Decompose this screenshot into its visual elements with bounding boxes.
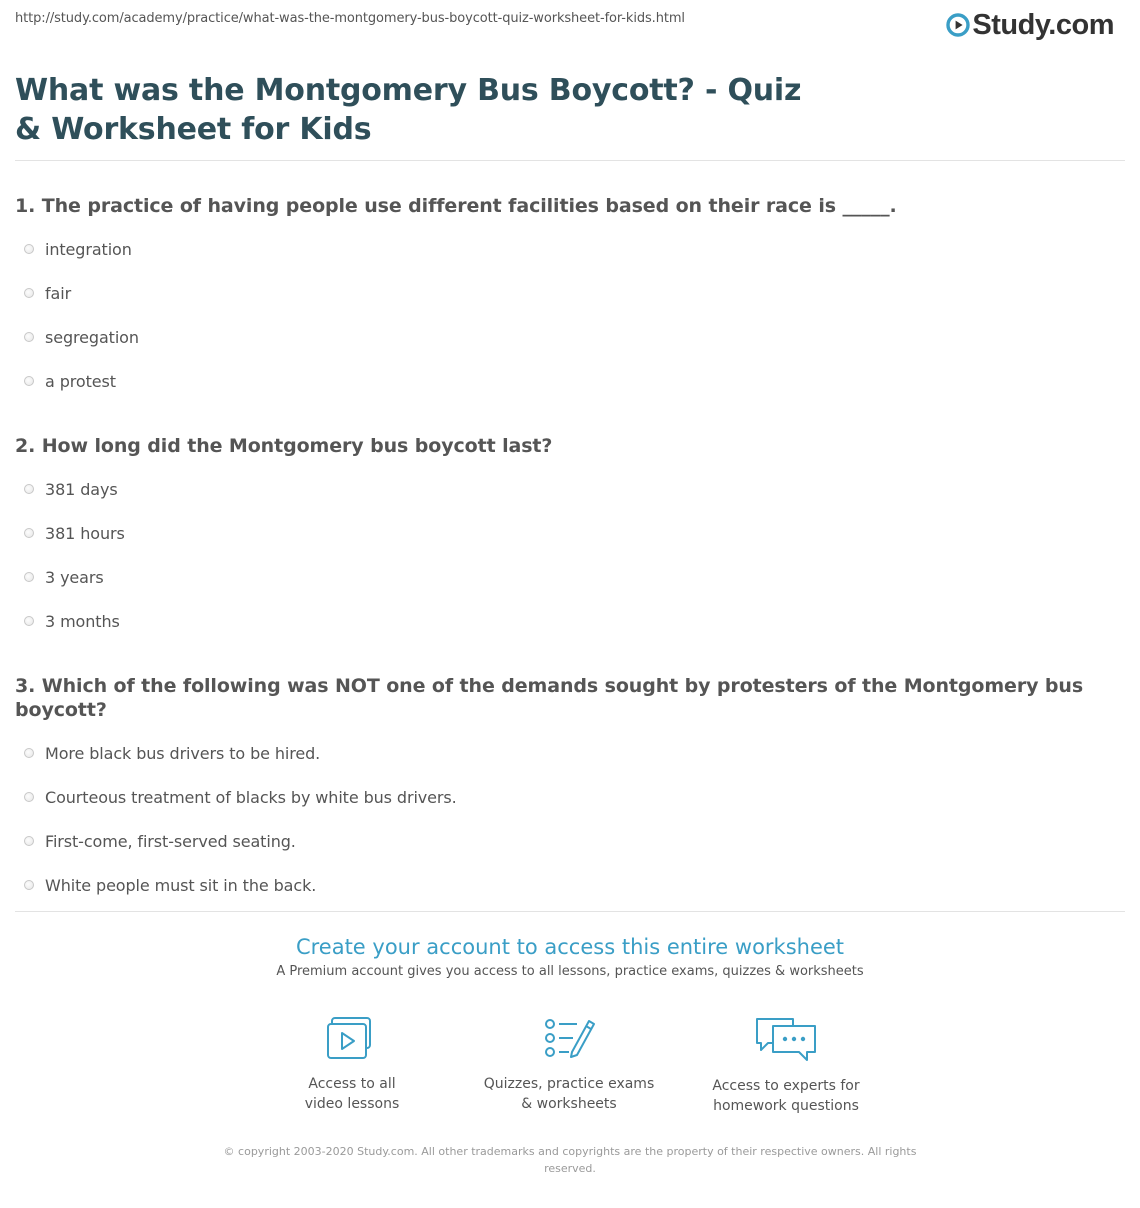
question-text: 1. The practice of having people use different facilities based on their race is _____. — [15, 195, 897, 217]
answer-option[interactable] — [15, 863, 1125, 907]
answer-option[interactable] — [15, 359, 1125, 403]
answer-option[interactable] — [15, 775, 1125, 819]
feature-quizzes — [469, 1016, 669, 1114]
question-2 — [15, 434, 1125, 643]
answer-option[interactable] — [15, 511, 1125, 555]
feature-label — [686, 1076, 886, 1116]
question-text: 3. Which of the following was NOT one of the demands sought by protesters of the Montgomery bus boycott? — [15, 675, 1084, 721]
feature-label-line1: Access to all — [308, 1076, 396, 1092]
radio-button[interactable] — [24, 748, 34, 758]
answer-option[interactable] — [15, 599, 1125, 643]
radio-button[interactable] — [24, 376, 34, 386]
answer-list — [15, 227, 1125, 403]
radio-button[interactable] — [24, 792, 34, 802]
feature-label-line2: & worksheets — [521, 1096, 617, 1112]
answer-label: 3 years — [45, 567, 104, 587]
answer-option[interactable] — [15, 819, 1125, 863]
answer-label: 381 hours — [45, 523, 125, 543]
answer-label: 3 months — [45, 611, 120, 631]
question-text: 2. How long did the Montgomery bus boycott last? — [15, 435, 553, 457]
radio-button[interactable] — [24, 244, 34, 254]
answer-label: White people must sit in the back. — [45, 875, 317, 895]
radio-button[interactable] — [24, 288, 34, 298]
answer-label: a protest — [45, 371, 116, 391]
play-circle-icon — [946, 13, 970, 37]
feature-label — [252, 1074, 452, 1114]
copyright-footer: © copyright 2003-2020 Study.com. All other trademarks and copyrights are the property of their respective owners. All rights reserved. — [223, 1145, 917, 1175]
radio-button[interactable] — [24, 616, 34, 626]
radio-button[interactable] — [24, 880, 34, 890]
feature-label-line2: video lessons — [304, 1096, 400, 1112]
cta-divider — [15, 911, 1125, 912]
answer-option[interactable] — [15, 227, 1125, 271]
feature-label-line1: Access to experts for — [712, 1078, 860, 1094]
question-1 — [15, 194, 1125, 403]
question-3 — [15, 674, 1125, 907]
feature-video-lessons — [252, 1016, 452, 1114]
cta-subtext: A Premium account gives you access to all lessons, practice exams, quizzes & worksheets — [276, 964, 864, 979]
answer-label: integration — [45, 239, 132, 259]
signup-cta — [0, 934, 1140, 979]
feature-experts — [686, 1016, 886, 1116]
answer-list — [15, 731, 1125, 907]
feature-list — [0, 1016, 1140, 1126]
page-url: http://study.com/academy/practice/what-was-the-montgomery-bus-boycott-quiz-worksheet-for-kids.html — [15, 11, 685, 26]
answer-label: Courteous treatment of blacks by white bus drivers. — [45, 787, 457, 807]
chat-bubbles-icon — [753, 1016, 819, 1064]
cta-headline-link[interactable]: Create your account to access this entire worksheet — [295, 935, 845, 959]
answer-option[interactable] — [15, 555, 1125, 599]
radio-button[interactable] — [24, 572, 34, 582]
answer-label: fair — [45, 283, 72, 303]
brand-name: Study.com — [972, 8, 1114, 41]
answer-option[interactable] — [15, 315, 1125, 359]
answer-label: More black bus drivers to be hired. — [45, 743, 321, 763]
radio-button[interactable] — [24, 836, 34, 846]
answer-label: segregation — [45, 327, 139, 347]
answer-label: First-come, first-served seating. — [45, 831, 296, 851]
answer-label: 381 days — [45, 479, 118, 499]
quiz-checklist-icon — [539, 1016, 599, 1062]
page-title: What was the Montgomery Bus Boycott? - Quiz & Worksheet for Kids — [15, 73, 802, 147]
feature-label-line1: Quizzes, practice exams — [483, 1076, 655, 1092]
answer-option[interactable] — [15, 271, 1125, 315]
feature-label — [469, 1074, 669, 1114]
video-lessons-icon — [322, 1016, 382, 1062]
radio-button[interactable] — [24, 332, 34, 342]
answer-list — [15, 467, 1125, 643]
study-logo[interactable] — [946, 8, 1114, 42]
answer-option[interactable] — [15, 731, 1125, 775]
answer-option[interactable] — [15, 467, 1125, 511]
title-divider — [15, 160, 1125, 161]
radio-button[interactable] — [24, 528, 34, 538]
feature-label-line2: homework questions — [713, 1098, 859, 1114]
radio-button[interactable] — [24, 484, 34, 494]
